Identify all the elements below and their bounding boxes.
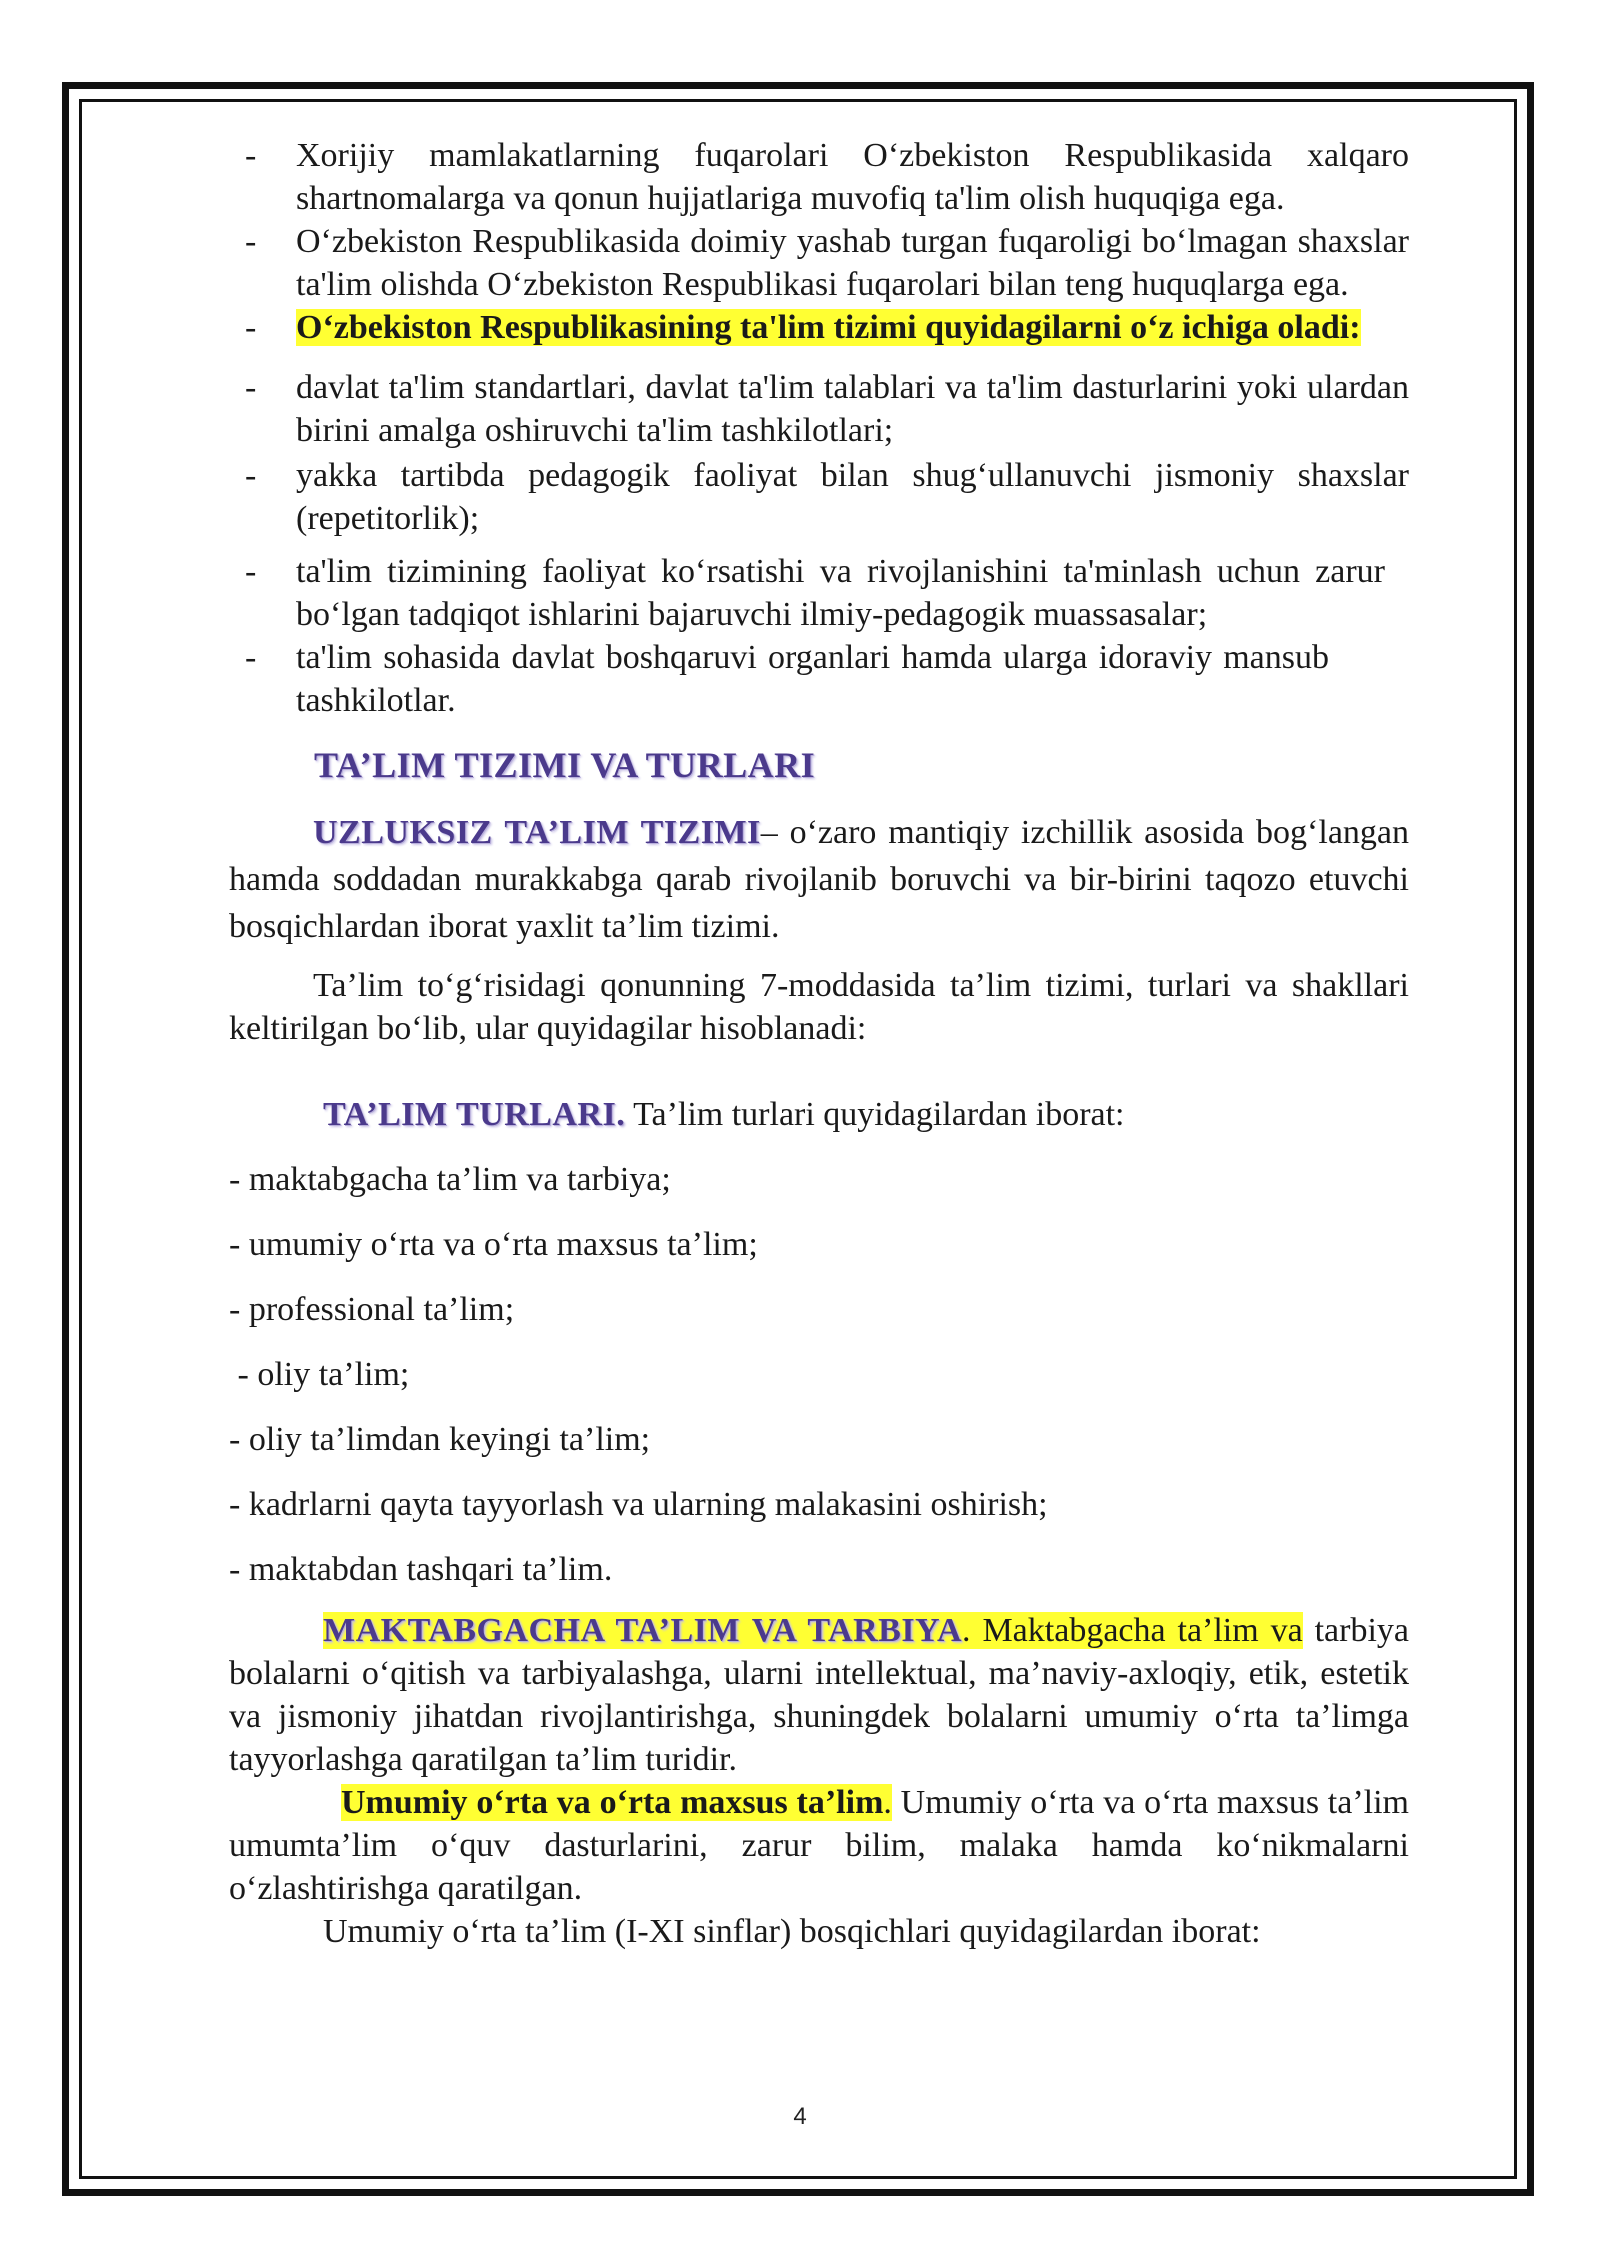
bullet-item <box>229 636 1409 722</box>
maktabgacha-paragraph <box>229 1609 1409 1781</box>
types-list <box>229 1158 1409 1591</box>
bullet-list-top <box>229 134 1409 349</box>
maktabgacha-text: tarbiya bolalarni o‘qitish va tarbiyalashga, ularni intellektual, ma’naviy-axloqiy, etik, estetik va jismoniy jihatdan rivojlantirishga, shuningdek bolalarni umumiy o‘rta ta’limga tayyorlashga qaratilgan ta’lim turidir. <box>229 1612 1409 1778</box>
highlighted-bullet-text: O‘zbekiston Respublikasining ta'lim tizimi quyidagilarni o‘z ichiga oladi: <box>296 309 1361 346</box>
bullet-list-system <box>229 366 1409 722</box>
bullet-dash: - <box>245 369 257 406</box>
type-item: - maktabgacha ta’lim va tarbiya; <box>229 1161 671 1198</box>
maktabgacha-text-highlighted: Maktabgacha ta’lim va <box>970 1612 1303 1649</box>
umumiy-paragraph <box>229 1781 1409 1910</box>
uzluksiz-text: – o‘zaro mantiqiy izchillik asosida bog‘langan hamda soddadan murakkabga qarab rivojlanib boruvchi va bir-birini taqozo etuvchi bosqichlardan iborat yaxlit ta’lim tizimi. <box>229 814 1409 945</box>
bullet-text: O‘zbekiston Respublikasida doimiy yashab turgan fuqaroligi bo‘lmagan shaxslar ta'lim olishda O‘zbekiston Respublikasi fuqarolari bilan teng huquqlarga ega. <box>296 223 1409 303</box>
bullet-text: Xorijiy mamlakatlarning fuqarolari O‘zbekiston Respublikasida xalqaro shartnomalarga va qonun hujjatlariga muvofiq ta'lim olish huquqiga ega. <box>296 137 1409 217</box>
stages-line: Umumiy o‘rta ta’lim (I-XI sinflar) bosqichlari quyidagilardan iborat: <box>323 1913 1261 1950</box>
bullet-dash: - <box>245 553 257 590</box>
turlari-paragraph <box>229 1093 1409 1136</box>
maktabgacha-dot: . <box>962 1612 971 1649</box>
maktabgacha-highlight <box>323 1612 1303 1649</box>
page-content <box>229 134 1409 1953</box>
bullet-dash: - <box>245 137 257 174</box>
umumiy-dot: . <box>883 1784 892 1821</box>
bullet-item <box>229 134 1409 220</box>
turlari-text: Ta’lim turlari quyidagilardan iborat: <box>625 1096 1125 1133</box>
type-item: - umumiy o‘rta va o‘rta maxsus ta’lim; <box>229 1226 758 1263</box>
type-item: - oliy ta’lim; <box>229 1356 410 1393</box>
section-title: TA’LIM TIZIMI VA TURLARI <box>314 745 816 785</box>
bullet-item-highlighted <box>229 306 1409 349</box>
bullet-dash: - <box>245 457 257 494</box>
type-item: - professional ta’lim; <box>229 1291 515 1328</box>
bullet-text: ta'lim tizimining faoliyat ko‘rsatishi va rivojlanishini ta'minlash uchun zarur bo‘lgan tadqiqot ishlarini bajaruvchi ilmiy-pedagogik muassasalar; <box>296 553 1385 633</box>
bullet-dash: - <box>245 223 257 260</box>
umumiy-heading: Umumiy o‘rta va o‘rta maxsus ta’lim <box>341 1784 884 1821</box>
bullet-item <box>229 550 1409 636</box>
bullet-item <box>229 366 1409 452</box>
bullet-dash: - <box>245 309 257 346</box>
type-item: - maktabdan tashqari ta’lim. <box>229 1551 613 1588</box>
page-number: 4 <box>793 2103 807 2130</box>
bullet-item <box>229 220 1409 306</box>
bullet-dash: - <box>245 639 257 676</box>
uzluksiz-heading: UZLUKSIZ TA’LIM TIZIMI <box>313 814 761 851</box>
umumiy-text: Umumiy o‘rta va o‘rta maxsus ta’lim umumta’lim o‘quv dasturlarini, zarur bilim, malaka hamda ko‘nikmalarni o‘zlashtirishga qaratilgan. <box>229 1784 1410 1907</box>
law-paragraph: Ta’lim to‘g‘risidagi qonunning 7-moddasida ta’lim tizimi, turlari va shakllari keltirilgan bo‘lib, ular quyidagilar hisoblanadi: <box>229 967 1409 1047</box>
bullet-text: yakka tartibda pedagogik faoliyat bilan shug‘ullanuvchi jismoniy shaxslar (repetitorlik); <box>296 457 1409 537</box>
type-item: - kadrlarni qayta tayyorlash va ularning malakasini oshirish; <box>229 1486 1048 1523</box>
uzluksiz-paragraph <box>229 809 1409 950</box>
turlari-heading: TA’LIM TURLARI. <box>323 1096 626 1133</box>
bullet-item <box>229 454 1409 540</box>
bullet-text: ta'lim sohasida davlat boshqaruvi organlari hamda ularga idoraviy mansub tashkilotlar. <box>296 639 1329 719</box>
bullet-text: davlat ta'lim standartlari, davlat ta'lim talablari va ta'lim dasturlarini yoki ulardan birini amalga oshiruvchi ta'lim tashkilotlari; <box>296 369 1409 449</box>
maktabgacha-heading: MAKTABGACHA TA’LIM VA TARBIYA <box>323 1612 963 1649</box>
type-item: - oliy ta’limdan keyingi ta’lim; <box>229 1421 651 1458</box>
